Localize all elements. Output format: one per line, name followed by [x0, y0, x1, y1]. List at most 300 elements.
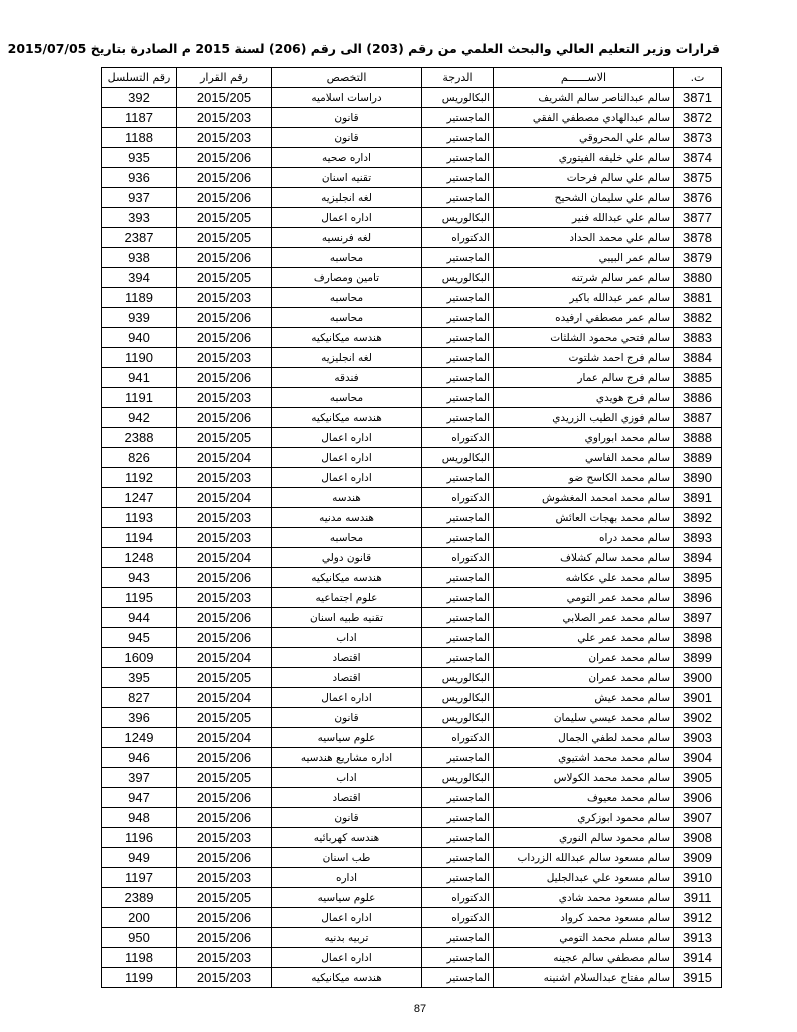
decision-number-cell: 2015/206: [177, 608, 272, 628]
serial-number-cell: 397: [102, 768, 177, 788]
table-body: [102, 88, 722, 988]
decision-number-cell: 2015/203: [177, 968, 272, 988]
header-no: ت.: [674, 68, 722, 88]
serial-number-cell: 2387: [102, 228, 177, 248]
degree-cell: البكالوريس: [422, 768, 494, 788]
row-number-cell: 3872: [674, 108, 722, 128]
specialty-cell: لغه انجليزيه: [272, 348, 422, 368]
name-cell: سالم عمر مصطفي ارفيده: [494, 308, 674, 328]
specialty-cell: هندسه ميكانيكيه: [272, 568, 422, 588]
specialty-cell: اداره اعمال: [272, 468, 422, 488]
table-row: [102, 388, 722, 408]
specialty-cell: علوم سياسيه: [272, 728, 422, 748]
row-number-cell: 3913: [674, 928, 722, 948]
decision-number-cell: 2015/206: [177, 308, 272, 328]
name-cell: سالم مصطفي سالم عجينه: [494, 948, 674, 968]
document-title: قرارات وزير التعليم العالي والبحث العلمي من رقم (203) الى رقم (206) لسنة 2015 م الصادرة بتاريخ 2015/07/05: [7, 41, 720, 56]
table-row: [102, 548, 722, 568]
table-row: [102, 308, 722, 328]
degree-cell: البكالوريس: [422, 448, 494, 468]
decision-number-cell: 2015/206: [177, 248, 272, 268]
row-number-cell: 3891: [674, 488, 722, 508]
table-row: [102, 868, 722, 888]
row-number-cell: 3887: [674, 408, 722, 428]
serial-number-cell: 944: [102, 608, 177, 628]
table-row: [102, 948, 722, 968]
decision-number-cell: 2015/206: [177, 748, 272, 768]
degree-cell: الماجستير: [422, 328, 494, 348]
specialty-cell: طب اسنان: [272, 848, 422, 868]
degree-cell: الماجستير: [422, 168, 494, 188]
serial-number-cell: 949: [102, 848, 177, 868]
degree-cell: البكالوريس: [422, 708, 494, 728]
header-degree: الدرجة: [422, 68, 494, 88]
name-cell: سالم فتحي محمود الشلثات: [494, 328, 674, 348]
decision-number-cell: 2015/206: [177, 168, 272, 188]
decision-number-cell: 2015/203: [177, 948, 272, 968]
name-cell: سالم علي سليمان الشحيح: [494, 188, 674, 208]
decision-number-cell: 2015/203: [177, 288, 272, 308]
decision-number-cell: 2015/205: [177, 428, 272, 448]
specialty-cell: محاسبه: [272, 248, 422, 268]
degree-cell: الماجستير: [422, 388, 494, 408]
table-row: [102, 428, 722, 448]
name-cell: سالم محمد عمران: [494, 648, 674, 668]
name-cell: سالم فرج هويدي: [494, 388, 674, 408]
specialty-cell: تقنيه اسنان: [272, 168, 422, 188]
specialty-cell: هندسه: [272, 488, 422, 508]
row-number-cell: 3892: [674, 508, 722, 528]
row-number-cell: 3899: [674, 648, 722, 668]
name-cell: سالم علي سالم فرحات: [494, 168, 674, 188]
row-number-cell: 3912: [674, 908, 722, 928]
decision-number-cell: 2015/206: [177, 148, 272, 168]
name-cell: سالم مسعود سالم عبدالله الزرداب: [494, 848, 674, 868]
serial-number-cell: 1191: [102, 388, 177, 408]
table-row: [102, 788, 722, 808]
degree-cell: الدكتوراه: [422, 888, 494, 908]
serial-number-cell: 936: [102, 168, 177, 188]
row-number-cell: 3907: [674, 808, 722, 828]
table-row: [102, 208, 722, 228]
row-number-cell: 3902: [674, 708, 722, 728]
decision-number-cell: 2015/206: [177, 568, 272, 588]
table-row: [102, 568, 722, 588]
specialty-cell: اداره اعمال: [272, 208, 422, 228]
header-serial: رقم التسلسل: [102, 68, 177, 88]
decision-number-cell: 2015/205: [177, 768, 272, 788]
serial-number-cell: 950: [102, 928, 177, 948]
degree-cell: الماجستير: [422, 588, 494, 608]
serial-number-cell: 1188: [102, 128, 177, 148]
name-cell: سالم محمود سالم النوري: [494, 828, 674, 848]
degree-cell: الماجستير: [422, 928, 494, 948]
name-cell: سالم محمد سالم كشلاف: [494, 548, 674, 568]
table-row: [102, 908, 722, 928]
decision-number-cell: 2015/205: [177, 88, 272, 108]
name-cell: سالم محمد لطفي الجمال: [494, 728, 674, 748]
serial-number-cell: 1199: [102, 968, 177, 988]
table-row: [102, 668, 722, 688]
name-cell: سالم محمد الكاسح ضو: [494, 468, 674, 488]
name-cell: سالم محمد ابوراوي: [494, 428, 674, 448]
specialty-cell: هندسه كهربائيه: [272, 828, 422, 848]
degree-cell: الماجستير: [422, 528, 494, 548]
decision-number-cell: 2015/203: [177, 128, 272, 148]
serial-number-cell: 935: [102, 148, 177, 168]
degree-cell: الدكتوراه: [422, 908, 494, 928]
specialty-cell: علوم اجتماعيه: [272, 588, 422, 608]
specialty-cell: اداره اعمال: [272, 908, 422, 928]
row-number-cell: 3884: [674, 348, 722, 368]
row-number-cell: 3876: [674, 188, 722, 208]
row-number-cell: 3893: [674, 528, 722, 548]
degree-cell: الماجستير: [422, 848, 494, 868]
specialty-cell: محاسبه: [272, 288, 422, 308]
name-cell: سالم محمد عيسي سليمان: [494, 708, 674, 728]
row-number-cell: 3895: [674, 568, 722, 588]
decision-number-cell: 2015/203: [177, 468, 272, 488]
table-row: [102, 808, 722, 828]
name-cell: سالم علي المحروقي: [494, 128, 674, 148]
decision-number-cell: 2015/203: [177, 828, 272, 848]
row-number-cell: 3875: [674, 168, 722, 188]
serial-number-cell: 826: [102, 448, 177, 468]
decision-number-cell: 2015/203: [177, 868, 272, 888]
specialty-cell: اداره اعمال: [272, 948, 422, 968]
specialty-cell: محاسبه: [272, 308, 422, 328]
table-row: [102, 528, 722, 548]
table-row: [102, 708, 722, 728]
table-row: [102, 848, 722, 868]
table-row: [102, 888, 722, 908]
degree-cell: الماجستير: [422, 808, 494, 828]
specialty-cell: اداره: [272, 868, 422, 888]
decision-number-cell: 2015/203: [177, 508, 272, 528]
specialty-cell: اداره اعمال: [272, 448, 422, 468]
degree-cell: الماجستير: [422, 188, 494, 208]
degree-cell: الماجستير: [422, 288, 494, 308]
specialty-cell: اقتصاد: [272, 788, 422, 808]
degree-cell: الدكتوراه: [422, 428, 494, 448]
decision-number-cell: 2015/205: [177, 228, 272, 248]
table-row: [102, 728, 722, 748]
serial-number-cell: 1247: [102, 488, 177, 508]
decision-number-cell: 2015/203: [177, 388, 272, 408]
table-row: [102, 248, 722, 268]
specialty-cell: لغه فرنسيه: [272, 228, 422, 248]
decision-number-cell: 2015/206: [177, 628, 272, 648]
serial-number-cell: 2388: [102, 428, 177, 448]
specialty-cell: تامين ومصارف: [272, 268, 422, 288]
serial-number-cell: 1248: [102, 548, 177, 568]
specialty-cell: اداب: [272, 628, 422, 648]
name-cell: سالم مسلم محمد التومي: [494, 928, 674, 948]
serial-number-cell: 1193: [102, 508, 177, 528]
row-number-cell: 3909: [674, 848, 722, 868]
degree-cell: الماجستير: [422, 628, 494, 648]
name-cell: سالم عبدالهادي مصطفي الفقي: [494, 108, 674, 128]
name-cell: سالم مسعود محمد شادي: [494, 888, 674, 908]
specialty-cell: قانون دولي: [272, 548, 422, 568]
serial-number-cell: 948: [102, 808, 177, 828]
degree-cell: الماجستير: [422, 148, 494, 168]
name-cell: سالم علي عبدالله فنير: [494, 208, 674, 228]
table-row: [102, 588, 722, 608]
row-number-cell: 3878: [674, 228, 722, 248]
name-cell: سالم محمد محمد الكولاس: [494, 768, 674, 788]
header-specialty: التخصص: [272, 68, 422, 88]
name-cell: سالم فرج احمد شلتوت: [494, 348, 674, 368]
decision-number-cell: 2015/206: [177, 848, 272, 868]
specialty-cell: لغه انجليزيه: [272, 188, 422, 208]
serial-number-cell: 941: [102, 368, 177, 388]
serial-number-cell: 394: [102, 268, 177, 288]
degree-cell: البكالوريس: [422, 88, 494, 108]
name-cell: سالم محمد عمر الصلابي: [494, 608, 674, 628]
decision-number-cell: 2015/205: [177, 708, 272, 728]
specialty-cell: قانون: [272, 708, 422, 728]
row-number-cell: 3871: [674, 88, 722, 108]
serial-number-cell: 1609: [102, 648, 177, 668]
decision-number-cell: 2015/206: [177, 188, 272, 208]
name-cell: سالم فوزي الطيب الزريدي: [494, 408, 674, 428]
specialty-cell: اقتصاد: [272, 648, 422, 668]
decision-number-cell: 2015/204: [177, 448, 272, 468]
name-cell: سالم فرج سالم عمار: [494, 368, 674, 388]
name-cell: سالم محمد بهجات العائش: [494, 508, 674, 528]
serial-number-cell: 827: [102, 688, 177, 708]
row-number-cell: 3915: [674, 968, 722, 988]
degree-cell: الماجستير: [422, 248, 494, 268]
specialty-cell: اداره اعمال: [272, 688, 422, 708]
degree-cell: الماجستير: [422, 128, 494, 148]
specialty-cell: محاسبه: [272, 388, 422, 408]
serial-number-cell: 1197: [102, 868, 177, 888]
serial-number-cell: 1196: [102, 828, 177, 848]
table-row: [102, 828, 722, 848]
degree-cell: الدكتوراه: [422, 548, 494, 568]
row-number-cell: 3908: [674, 828, 722, 848]
table-row: [102, 928, 722, 948]
row-number-cell: 3890: [674, 468, 722, 488]
table-row: [102, 508, 722, 528]
name-cell: سالم محمد امحمد المغشوش: [494, 488, 674, 508]
table-row: [102, 148, 722, 168]
decision-number-cell: 2015/203: [177, 108, 272, 128]
decision-number-cell: 2015/204: [177, 688, 272, 708]
table-row: [102, 328, 722, 348]
serial-number-cell: 940: [102, 328, 177, 348]
degree-cell: الماجستير: [422, 308, 494, 328]
specialty-cell: تربيه بدنيه: [272, 928, 422, 948]
specialty-cell: اداره صحيه: [272, 148, 422, 168]
name-cell: سالم محمد عمر علي: [494, 628, 674, 648]
table-row: [102, 368, 722, 388]
specialty-cell: هندسه مدنيه: [272, 508, 422, 528]
specialty-cell: اقتصاد: [272, 668, 422, 688]
header-decision: رقم القرار: [177, 68, 272, 88]
serial-number-cell: 1189: [102, 288, 177, 308]
decision-number-cell: 2015/204: [177, 488, 272, 508]
decision-number-cell: 2015/206: [177, 808, 272, 828]
decision-number-cell: 2015/206: [177, 328, 272, 348]
decision-number-cell: 2015/205: [177, 208, 272, 228]
decision-number-cell: 2015/203: [177, 528, 272, 548]
serial-number-cell: 393: [102, 208, 177, 228]
serial-number-cell: 943: [102, 568, 177, 588]
degree-cell: الماجستير: [422, 748, 494, 768]
table-row: [102, 748, 722, 768]
row-number-cell: 3906: [674, 788, 722, 808]
degree-cell: الماجستير: [422, 788, 494, 808]
degree-cell: البكالوريس: [422, 268, 494, 288]
row-number-cell: 3881: [674, 288, 722, 308]
name-cell: سالم مفتاح عبدالسلام اشنينه: [494, 968, 674, 988]
name-cell: سالم محمد عيش: [494, 688, 674, 708]
serial-number-cell: 1190: [102, 348, 177, 368]
table-row: [102, 88, 722, 108]
specialty-cell: تقنيه طبيه اسنان: [272, 608, 422, 628]
serial-number-cell: 942: [102, 408, 177, 428]
decision-number-cell: 2015/206: [177, 368, 272, 388]
serial-number-cell: 1195: [102, 588, 177, 608]
name-cell: سالم علي محمد الحداد: [494, 228, 674, 248]
table-row: [102, 128, 722, 148]
specialty-cell: هندسه ميكانيكيه: [272, 408, 422, 428]
row-number-cell: 3897: [674, 608, 722, 628]
table-row: [102, 408, 722, 428]
serial-number-cell: 938: [102, 248, 177, 268]
degree-cell: الماجستير: [422, 948, 494, 968]
row-number-cell: 3905: [674, 768, 722, 788]
specialty-cell: محاسبه: [272, 528, 422, 548]
row-number-cell: 3886: [674, 388, 722, 408]
name-cell: سالم محمد دراه: [494, 528, 674, 548]
table-row: [102, 228, 722, 248]
decision-number-cell: 2015/203: [177, 588, 272, 608]
specialty-cell: علوم سياسيه: [272, 888, 422, 908]
table-row: [102, 688, 722, 708]
name-cell: سالم عبدالناصر سالم الشريف: [494, 88, 674, 108]
name-cell: سالم محمد عمر التومي: [494, 588, 674, 608]
name-cell: سالم محمد عمران: [494, 668, 674, 688]
row-number-cell: 3900: [674, 668, 722, 688]
specialty-cell: اداره اعمال: [272, 428, 422, 448]
degree-cell: الماجستير: [422, 468, 494, 488]
name-cell: سالم عمر سالم شرتنه: [494, 268, 674, 288]
table-row: [102, 768, 722, 788]
table-header-row: [102, 68, 722, 88]
degree-cell: الماجستير: [422, 108, 494, 128]
row-number-cell: 3903: [674, 728, 722, 748]
table-row: [102, 608, 722, 628]
degree-cell: الماجستير: [422, 348, 494, 368]
serial-number-cell: 396: [102, 708, 177, 728]
serial-number-cell: 1187: [102, 108, 177, 128]
row-number-cell: 3889: [674, 448, 722, 468]
header-name: الاســــــم: [494, 68, 674, 88]
table-row: [102, 168, 722, 188]
degree-cell: الماجستير: [422, 968, 494, 988]
table-row: [102, 468, 722, 488]
degree-cell: الماجستير: [422, 828, 494, 848]
serial-number-cell: 939: [102, 308, 177, 328]
specialty-cell: دراسات اسلاميه: [272, 88, 422, 108]
table-row: [102, 648, 722, 668]
degree-cell: الماجستير: [422, 408, 494, 428]
row-number-cell: 3901: [674, 688, 722, 708]
table-row: [102, 188, 722, 208]
name-cell: سالم عمر عبدالله باكير: [494, 288, 674, 308]
name-cell: سالم محمد محمد اشتيوي: [494, 748, 674, 768]
serial-number-cell: 947: [102, 788, 177, 808]
decision-number-cell: 2015/206: [177, 408, 272, 428]
decision-number-cell: 2015/203: [177, 348, 272, 368]
degree-cell: الماجستير: [422, 608, 494, 628]
decision-number-cell: 2015/206: [177, 788, 272, 808]
table-row: [102, 288, 722, 308]
serial-number-cell: 395: [102, 668, 177, 688]
decision-number-cell: 2015/205: [177, 888, 272, 908]
table-row: [102, 268, 722, 288]
row-number-cell: 3888: [674, 428, 722, 448]
results-table: [101, 67, 722, 988]
row-number-cell: 3882: [674, 308, 722, 328]
table-row: [102, 448, 722, 468]
degree-cell: الماجستير: [422, 568, 494, 588]
degree-cell: الدكتوراه: [422, 728, 494, 748]
specialty-cell: قانون: [272, 128, 422, 148]
serial-number-cell: 200: [102, 908, 177, 928]
decision-number-cell: 2015/206: [177, 928, 272, 948]
table-row: [102, 968, 722, 988]
specialty-cell: اداب: [272, 768, 422, 788]
degree-cell: البكالوريس: [422, 208, 494, 228]
name-cell: سالم محمد الفاسي: [494, 448, 674, 468]
row-number-cell: 3896: [674, 588, 722, 608]
decision-number-cell: 2015/206: [177, 908, 272, 928]
decision-number-cell: 2015/204: [177, 648, 272, 668]
decision-number-cell: 2015/205: [177, 668, 272, 688]
table-row: [102, 628, 722, 648]
serial-number-cell: 1194: [102, 528, 177, 548]
row-number-cell: 3910: [674, 868, 722, 888]
degree-cell: الدكتوراه: [422, 228, 494, 248]
degree-cell: البكالوريس: [422, 688, 494, 708]
row-number-cell: 3898: [674, 628, 722, 648]
name-cell: سالم عمر البيبي: [494, 248, 674, 268]
name-cell: سالم مسعود علي عبدالجليل: [494, 868, 674, 888]
serial-number-cell: 392: [102, 88, 177, 108]
degree-cell: الدكتوراه: [422, 488, 494, 508]
serial-number-cell: 1249: [102, 728, 177, 748]
row-number-cell: 3883: [674, 328, 722, 348]
row-number-cell: 3877: [674, 208, 722, 228]
page-number: 87: [413, 1003, 427, 1015]
serial-number-cell: 946: [102, 748, 177, 768]
row-number-cell: 3880: [674, 268, 722, 288]
serial-number-cell: 945: [102, 628, 177, 648]
table-row: [102, 488, 722, 508]
name-cell: سالم مسعود محمد كرواد: [494, 908, 674, 928]
decision-number-cell: 2015/205: [177, 268, 272, 288]
name-cell: سالم علي خليفه الفيتوري: [494, 148, 674, 168]
name-cell: سالم محمود ابوزكري: [494, 808, 674, 828]
serial-number-cell: 937: [102, 188, 177, 208]
decision-number-cell: 2015/204: [177, 728, 272, 748]
serial-number-cell: 2389: [102, 888, 177, 908]
